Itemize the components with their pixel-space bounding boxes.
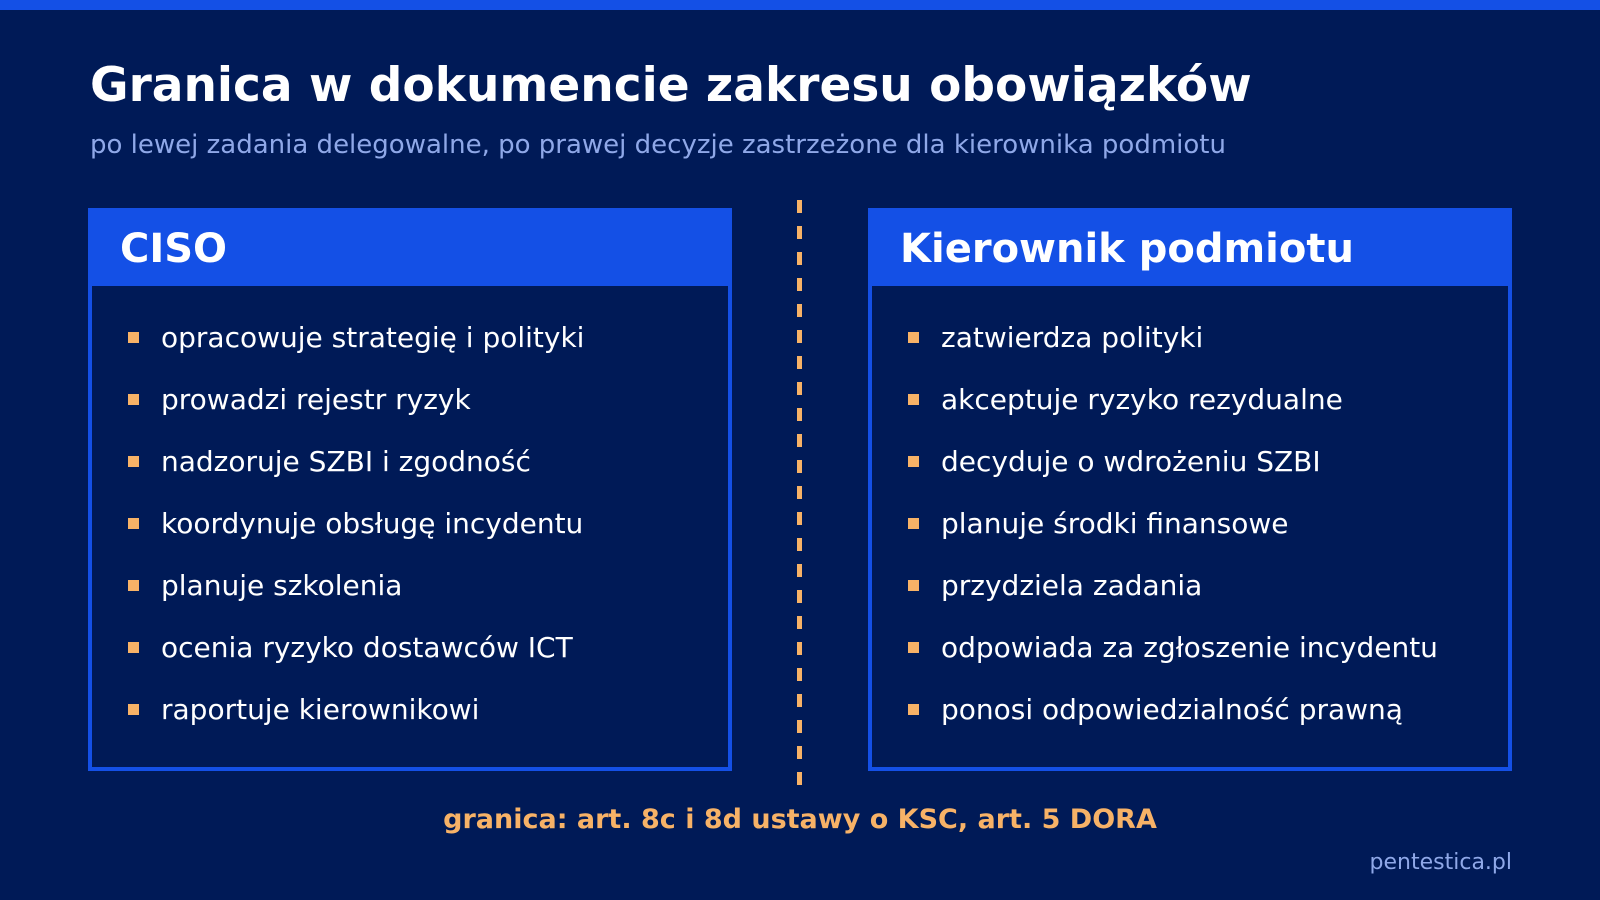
square-bullet-icon [908, 642, 919, 653]
square-bullet-icon [908, 704, 919, 715]
list-item [92, 554, 728, 616]
square-bullet-icon [908, 456, 919, 467]
list-item [872, 554, 1508, 616]
list-item [92, 306, 728, 368]
square-bullet-icon [128, 394, 139, 405]
list-item [92, 616, 728, 678]
list-item-text: przydziela zadania [941, 568, 1203, 602]
manager-panel [868, 208, 1512, 771]
top-accent-bar [0, 0, 1600, 10]
square-bullet-icon [908, 518, 919, 529]
list-item [872, 616, 1508, 678]
list-item [92, 678, 728, 740]
ciso-panel [88, 208, 732, 771]
list-item [872, 430, 1508, 492]
list-item-text: planuje szkolenia [161, 568, 403, 602]
list-item-text: ponosi odpowiedzialność prawną [941, 692, 1403, 726]
page-subtitle: po lewej zadania delegowalne, po prawej decyzje zastrzeżone dla kierownika podmiotu [90, 130, 1226, 160]
boundary-divider [797, 200, 802, 786]
list-item [92, 368, 728, 430]
list-item-text: planuje środki finansowe [941, 506, 1289, 540]
list-item-text: koordynuje obsługę incydentu [161, 506, 584, 540]
list-item [872, 678, 1508, 740]
manager-panel-heading: Kierownik podmiotu [872, 212, 1508, 286]
square-bullet-icon [128, 456, 139, 467]
square-bullet-icon [128, 704, 139, 715]
ciso-task-list [92, 286, 728, 740]
list-item [92, 492, 728, 554]
list-item [92, 430, 728, 492]
list-item [872, 368, 1508, 430]
list-item-text: opracowuje strategię i polityki [161, 320, 585, 354]
square-bullet-icon [128, 580, 139, 591]
list-item-text: raportuje kierownikowi [161, 692, 480, 726]
list-item-text: decyduje o wdrożeniu SZBI [941, 444, 1321, 478]
list-item-text: odpowiada za zgłoszenie incydentu [941, 630, 1438, 664]
square-bullet-icon [128, 332, 139, 343]
square-bullet-icon [128, 642, 139, 653]
brand-label: pentestica.pl [1369, 850, 1512, 875]
list-item [872, 492, 1508, 554]
legal-basis-footnote: granica: art. 8c i 8d ustawy o KSC, art. 5 DORA [443, 804, 1157, 835]
square-bullet-icon [908, 394, 919, 405]
square-bullet-icon [128, 518, 139, 529]
list-item-text: zatwierdza polityki [941, 320, 1204, 354]
list-item-text: prowadzi rejestr ryzyk [161, 382, 471, 416]
ciso-panel-heading: CISO [92, 212, 728, 286]
page-title: Granica w dokumencie zakresu obowiązków [90, 58, 1252, 113]
list-item-text: akceptuje ryzyko rezydualne [941, 382, 1343, 416]
list-item [872, 306, 1508, 368]
square-bullet-icon [908, 332, 919, 343]
list-item-text: nadzoruje SZBI i zgodność [161, 444, 531, 478]
manager-decision-list [872, 286, 1508, 740]
list-item-text: ocenia ryzyko dostawców ICT [161, 630, 573, 664]
square-bullet-icon [908, 580, 919, 591]
